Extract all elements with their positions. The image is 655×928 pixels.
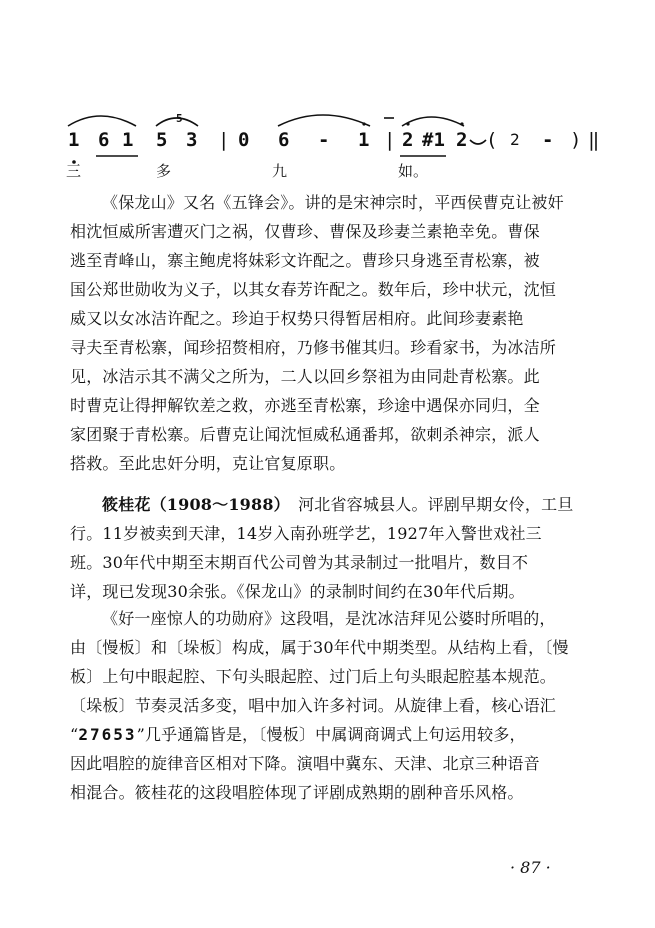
high-octave-dot [406,122,409,125]
text-line: 班。30年代中期至末期百代公司曾为其录制过一批唱片，数目不 [70,553,529,572]
lyric-syllable: 如。 [398,162,429,180]
note: 2 [456,129,468,151]
note: - [542,129,554,151]
text-line: 因此唱腔的旋律音区相对下降。演唱中冀东、天津、北京三种语音 [70,754,540,773]
text-line [70,720,600,749]
high-octave-dot [362,122,365,125]
note: 0 [238,129,250,151]
lyric-syllable: 三 [66,162,82,180]
note: 2 [402,129,414,151]
note: 1 [358,129,370,151]
text-run: 河北省容城县人。评剧早期女伶，工旦 [281,495,574,514]
lyric-syllable: 多 [156,162,172,180]
text-line: 《保龙山》又名《五锋会》。讲的是宋神宗时，平西侯曹克让被奸 [102,193,564,212]
text-line: 板〕上句中眼起腔、下句头眼起腔、过门后上句头眼起腔基本规范。 [70,667,557,686]
bar-line: ( [486,129,498,151]
high-octave-dot [460,122,463,125]
note: 2 [510,130,520,149]
note: - [318,129,330,151]
text-line: 见，冰洁示其不满父之所为，二人以回乡祭祖为由同赴青松寨。此 [70,367,540,386]
notation-row [60,128,600,158]
text-line: 逃至青峰山，寨主鲍虎将妹彩文许配之。曹珍只身逃至青松寨，被 [70,251,540,270]
slur [68,116,136,126]
text-line: 搭救。至此忠奸分明，克让官复原职。 [70,454,346,473]
note: 1 [68,129,80,151]
analysis-paragraph [70,604,600,807]
bar-line: ) [570,129,582,151]
text-line: 行。11岁被卖到天津，14岁入南孙班学艺，1927年入警世戏社三 [70,524,542,543]
slur [402,117,464,126]
page-number: · 87 · [510,858,551,877]
text-line: 国公郑世勋收为义子，以其女春芳许配之。数年后，珍中状元，沈恒 [70,280,557,299]
synopsis-paragraph [70,188,600,478]
note: 6 [98,129,110,151]
performer-bio-paragraph [70,490,600,606]
solfa-phrase: 27653 [78,725,137,744]
text-line: 寻夫至青松寨，闻珍招赘相府，乃修书催其归。珍看家书，为冰洁所 [70,338,557,357]
bar-line: | [384,129,396,151]
text-line: 威又以女冰洁许配之。珍迫于权势只得暂居相府。此间珍妻素艳 [70,309,524,328]
note: 1 [122,129,134,151]
slur [278,115,370,126]
note: 6 [278,129,290,151]
grace-note: 5 [176,112,183,125]
text-line: 相混合。筱桂花的这段唱腔体现了评剧成熟期的剧种音乐风格。 [70,783,524,802]
music-notation [60,96,600,186]
lyric-syllable: 九 [272,162,288,180]
performer-name: 筱桂花（1908～1988） [102,495,282,514]
text-run: ”几乎通篇皆是，〔慢板〕中属调商调式上句运用较多， [136,725,526,744]
text-line: 由〔慢板〕和〔垛板〕构成，属于30年代中期类型。从结构上看，〔慢 [70,638,569,657]
text-run: “ [70,725,79,744]
text-line: 时曹克让得押解钦差之救，亦逃至青松寨，珍途中遇保亦同归，全 [70,396,540,415]
note: 3 [186,129,198,151]
text-line: 相沈恒威所害遭灭门之祸，仅曹珍、曹保及珍妻兰素艳幸免。曹保 [70,222,540,241]
bar-line: | [218,129,230,151]
text-line: 〔垛板〕节奏灵活多变，唱中加入许多衬词。从旋律上看，核心语汇 [70,696,557,715]
text-line: 家团聚于青松寨。后曹克让闻沈恒威私通番邦，欲刺杀神宗，派人 [70,425,540,444]
note: #1 [422,129,445,151]
text-line: 详，现已发现30余张。《保龙山》的录制时间约在30年代后期。 [70,582,525,601]
text-line: 《好一座惊人的功勋府》这段唱，是沈冰洁拜见公婆时所唱的， [102,609,556,628]
text-line [70,490,600,519]
note: 5 [156,129,168,151]
bar-line: ‖ [588,129,600,151]
